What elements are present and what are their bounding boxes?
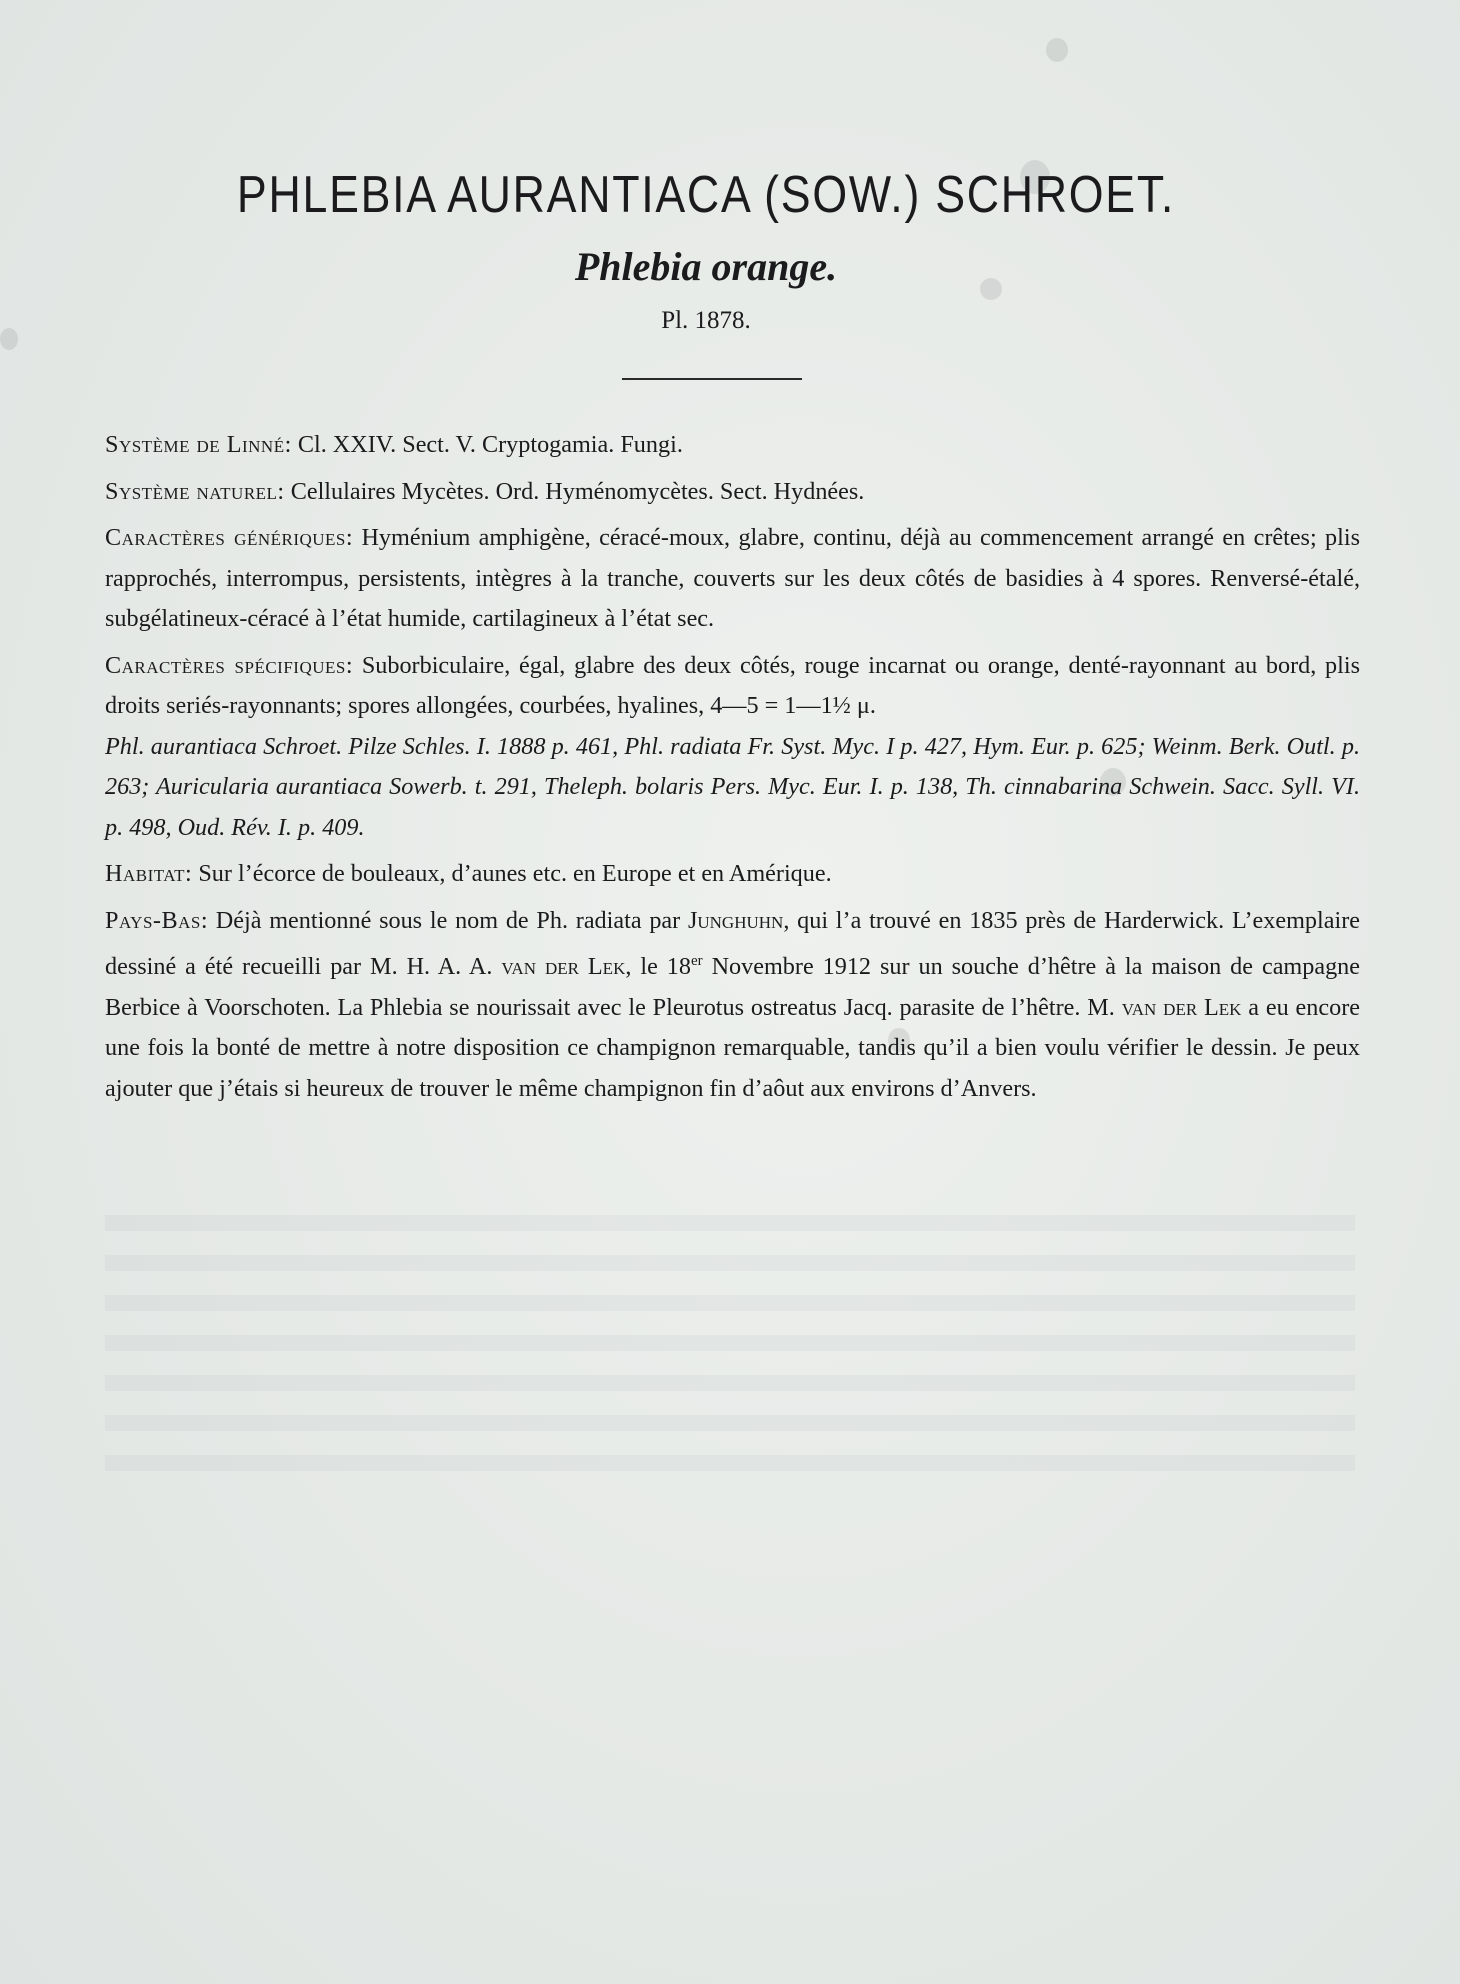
person-name: van der Lek (1121, 993, 1242, 1021)
label-paysbas: Pays-Bas: (105, 906, 209, 934)
ordinal-superscript: er (690, 953, 703, 969)
paragraph-paysbas (105, 901, 1360, 1110)
paper-stain (1046, 38, 1068, 62)
text-paysbas-4: Novembre 1912 sur un souche d’hêtre à la maison de campagne Berbice à Voorschoten. La Phlebia se nourissait avec le Pleurotus ostreatus Jacq. parasite de l’hêtre. M. (105, 953, 1360, 1021)
text-paysbas-1: Déjà mentionné sous le nom de Ph. radiata par (208, 906, 688, 934)
person-name: van der Lek (501, 953, 626, 981)
label-generiques: Caractères génériques: (105, 524, 354, 551)
description-body (105, 425, 1360, 1115)
label-habitat: Habitat: (105, 860, 193, 887)
text-naturel: Cellulaires Mycètes. Ord. Hyménomycètes. Sect. Hydnées. (284, 477, 865, 505)
title-rule (622, 378, 802, 380)
paragraph-naturel (105, 472, 1360, 513)
paragraph-linne (105, 425, 1360, 466)
page-subtitle: Phlebia orange. (574, 244, 838, 289)
paragraph-synonymy: Phl. aurantiaca Schroet. Pilze Schles. I. 1888 p. 461, Phl. radiata Fr. Syst. Myc. I p. 427, Hym. Eur. p. 625; Weinm. Berk. Outl. p. 263; Auricularia aurantiaca Sowerb. t. 291, Theleph. bolaris Pers. Myc. Eur. I. p. 138, Th. cinnabarina Schwein. Sacc. Syll. VI. p. 498, Oud. Rév. I. p. 409. (105, 732, 1360, 841)
plate-number: Pl. 1878. (661, 307, 751, 334)
paragraph-habitat (105, 854, 1360, 895)
label-linne: Système de Linné: (105, 431, 292, 458)
person-name: Junghuhn (687, 906, 784, 934)
paragraph-specifiques (105, 646, 1360, 727)
paragraph-generiques (105, 518, 1360, 640)
text-linne: Cl. XXIV. Sect. V. Cryptogamia. Fungi. (291, 431, 683, 458)
text-generiques: Hyménium amphigène, céracé-moux, glabre, continu, déjà au commencement arrangé en crêtes; plis rapprochés, interrompus, persistents, intègres à la tranche, couverts sur les deux côtés de basidies à 4 spores. Renversé-étalé, subgélatineux-céracé à l’état humide, cartilagineux à l’état sec. (105, 524, 1360, 632)
text-paysbas-3: , le 18 (625, 953, 691, 981)
bleed-through-text (105, 1215, 1355, 1495)
page-title: PHLEBIA AURANTIACA (SOW.) SCHROET. (236, 166, 1176, 224)
text-paysbas-5: a eu encore une fois la bonté de mettre à notre disposition ce champignon remarquable, tandis qu’il a bien voulu vérifier le dessin. Je peux ajouter que j’étais si heureux de trouver le même champignon fin d’aôut aux environs d’Anvers. (105, 993, 1360, 1102)
text-specifiques: Suborbiculaire, égal, glabre des deux côtés, rouge incarnat ou orange, denté-rayonnant au bord, plis droits seriés-rayonnants; spores allongées, courbées, hyalines, 4—5 = 1—1½ μ. (105, 651, 1360, 719)
label-specifiques: Caractères spécifiques: (105, 651, 354, 679)
text-paysbas-2: , qui l’a trouvé en 1835 près de Harderwick. L’exemplaire dessiné a été recueilli par M. H. A. A. (105, 906, 1360, 981)
label-naturel: Système naturel: (105, 477, 285, 505)
text-habitat: Sur l’écorce de bouleaux, d’aunes etc. en Europe et en Amérique. (192, 860, 832, 887)
